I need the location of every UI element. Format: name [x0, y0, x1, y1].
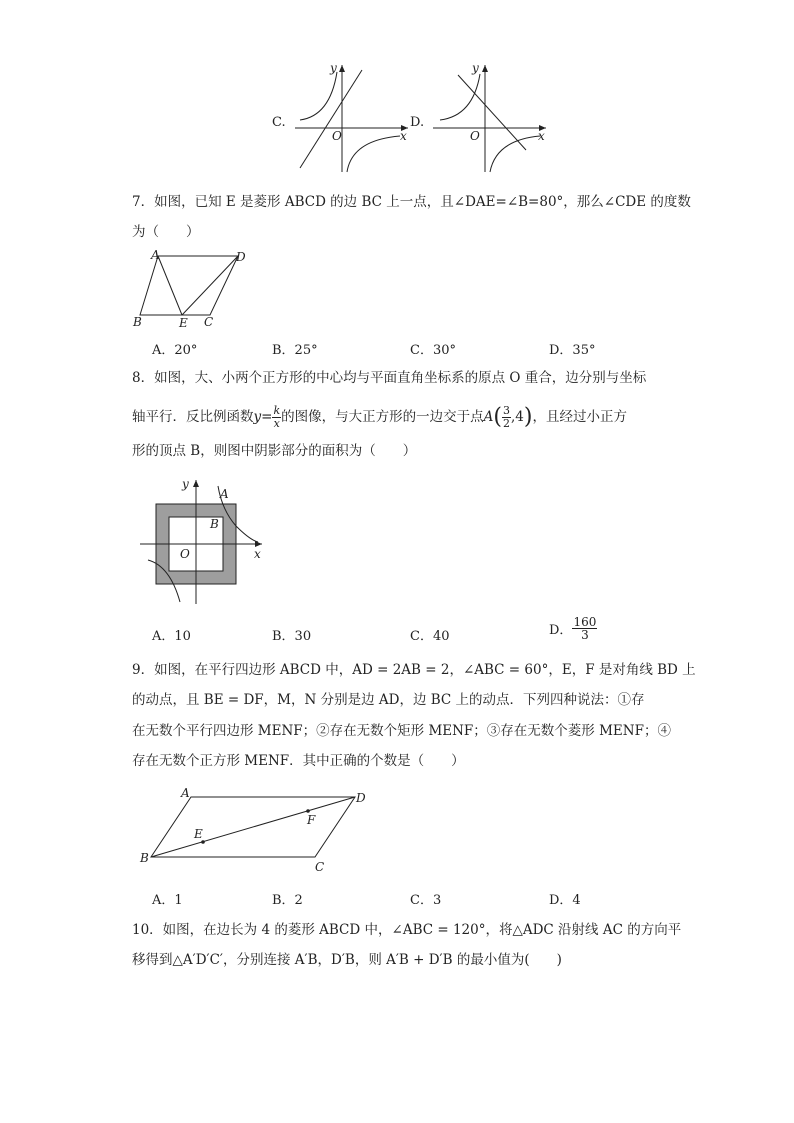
point-f-label: F [307, 813, 316, 827]
q9-option-d[interactable]: D．4 [549, 893, 581, 908]
axis-x-label: x [538, 129, 545, 143]
point-a-label: A [220, 487, 229, 501]
q7-option-a[interactable]: A．20° [152, 343, 198, 358]
q9-stem-line3: 在无数个平行四边形 MENF；②存在无数个矩形 MENF；③存在无数个菱形 MENF；④ [132, 723, 671, 739]
q8-stem-line3: 形的顶点 B，则图中阴影部分的面积为（ ） [132, 443, 417, 459]
q7-option-c[interactable]: C．30° [410, 343, 456, 358]
graph-option-d [428, 60, 548, 180]
point-e-label: E [179, 316, 188, 330]
function-fraction: $\frac{k}{x}$ [273, 404, 281, 430]
point-b-label: B [210, 517, 219, 531]
axis-y-label: y [330, 61, 337, 75]
q9-parallelogram-figure [135, 785, 375, 875]
point-c-label: C [204, 315, 214, 329]
q9-stem-line2: 的动点，且 BE = DF，M，N 分别是边 AD，边 BC 上的动点．下列四种说法：①存 [132, 692, 645, 708]
axis-x-label: x [254, 547, 261, 561]
q9-option-b[interactable]: B．2 [272, 893, 303, 908]
q8-stem-line1: 8．如图，大、小两个正方形的中心均与平面直角坐标系的原点 O 重合，边分别与坐标 [132, 370, 647, 386]
option-d-label: D. [410, 115, 425, 130]
q8-option-c[interactable]: C．40 [410, 629, 450, 644]
q8-option-d[interactable]: D． $\frac{160}{3}$ [549, 615, 597, 642]
q9-option-c[interactable]: C．3 [410, 893, 442, 908]
q9-stem-line4: 存在无数个正方形 MENF．其中正确的个数是（ ） [132, 753, 465, 769]
point-d-label: D [356, 791, 366, 805]
q7-option-d[interactable]: D．35° [549, 343, 596, 358]
point-a-label: A [151, 248, 160, 262]
q7-stem-line2: 为（ ） [132, 224, 200, 240]
q10-stem-line1: 10．如图，在边长为 4 的菱形 ABCD 中，∠ABC = 120°，将△ADC 沿射线 AC 的方向平 [132, 922, 682, 938]
point-a-label: A [181, 786, 190, 800]
point-c-label: C [315, 860, 325, 874]
q9-option-a[interactable]: A．1 [152, 893, 183, 908]
q8-stem-line2: 轴平行．反比例函数y= $\frac{k}{x}$ 的图像，与大正方形的一边交于点A( $\frac{3}{2}$ ,4)，且经过小正方 [132, 404, 627, 430]
axis-y-label: y [182, 477, 189, 491]
q10-stem-line2: 移得到△A′D′C′，分别连接 A′B，D′B，则 A′B + D′B 的最小值为( ) [132, 952, 562, 968]
q9-stem-line1: 9．如图，在平行四边形 ABCD 中，AD = 2AB = 2，∠ABC = 60°，E，F 是对角线 BD 上 [132, 662, 696, 678]
point-e-label: E [194, 827, 203, 841]
origin-label: O [180, 547, 190, 561]
q7-rhombus-figure [130, 248, 260, 333]
point-b-label: B [133, 315, 142, 329]
origin-label: O [332, 129, 342, 143]
q8-option-b[interactable]: B．30 [272, 629, 312, 644]
q7-stem-line1: 7．如图，已知 E 是菱形 ABCD 的边 BC 上一点，且∠DAE=∠B=80°，那么∠CDE 的度数 [132, 194, 691, 210]
point-d-label: D [236, 250, 246, 264]
q7-option-b[interactable]: B．25° [272, 343, 318, 358]
axis-x-label: x [400, 129, 407, 143]
point-b-label: B [140, 851, 149, 865]
option-c-label: C. [272, 115, 286, 130]
axis-y-label: y [472, 61, 479, 75]
origin-label: O [470, 129, 480, 143]
q8-squares-figure [140, 474, 270, 609]
q8-option-a[interactable]: A．10 [152, 629, 191, 644]
graph-option-c [290, 60, 410, 180]
point-a-x-fraction: $\frac{3}{2}$ [502, 404, 510, 430]
